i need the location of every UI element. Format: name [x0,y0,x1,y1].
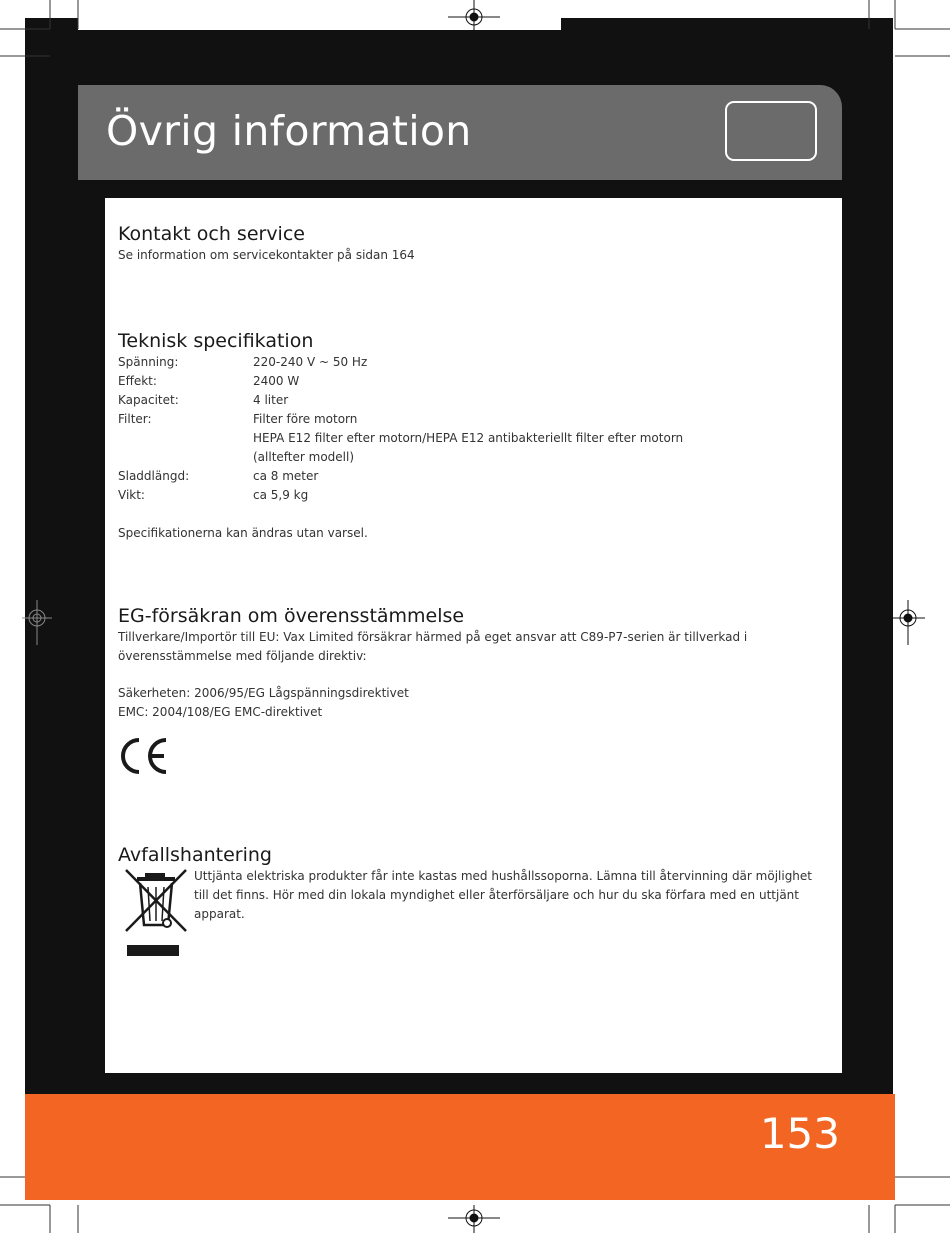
spec-label: Kapacitet: [118,393,179,407]
spec-heading: Teknisk specifikation [118,330,314,352]
spec-label: Effekt: [118,374,157,388]
spec-value: 4 liter [253,393,289,407]
waste-text: Uttjänta elektriska produkter får inte kastas med hushållssoporna. Lämna till återvinning där möjlighet till det finns. Hör med din lokala myndighet eller återförsäljare och hur du ska förfara med en uttjänt apparat. [194,869,812,921]
contact-heading: Kontakt och service [118,223,305,245]
spec-label: Spänning: [118,355,179,369]
spec-label: Vikt: [118,488,145,502]
contact-text: Se information om servicekontakter på sidan 164 [118,248,415,262]
spec-label: Filter: [118,412,152,426]
registration-mark-icon [22,600,52,645]
page-title: Övrig information [106,107,472,155]
ec-heading: EG-försäkran om överensstämmelse [118,605,465,627]
ec-emc: EMC: 2004/108/EG EMC-direktivet [118,705,323,719]
spec-value: 2400 W [253,374,300,388]
spec-value: (alltefter modell) [253,450,355,464]
page-number: 153 [759,1109,840,1158]
registration-mark-icon [448,1205,500,1233]
spec-value: 220-240 V ~ 50 Hz [253,355,368,369]
spec-value: ca 8 meter [253,469,319,483]
spec-value: ca 5,9 kg [253,488,309,502]
registration-mark-icon [893,600,925,645]
spec-note: Specifikationerna kan ändras utan varsel. [118,526,368,540]
spec-value: HEPA E12 filter efter motorn/HEPA E12 antibakteriellt filter efter motorn [253,431,684,445]
spec-label: Sladdlängd: [118,469,190,483]
spec-value: Filter före motorn [253,412,358,426]
waste-heading: Avfallshantering [118,844,272,866]
ec-safety: Säkerheten: 2006/95/EG Lågspänningsdirektivet [118,686,409,700]
registration-mark-icon [448,0,500,34]
ec-text: Tillverkare/Importör till EU: Vax Limited försäkrar härmed på eget ansvar att C89-P7-serien är tillverkad i överensstämmelse med följande direktiv: [118,630,748,663]
